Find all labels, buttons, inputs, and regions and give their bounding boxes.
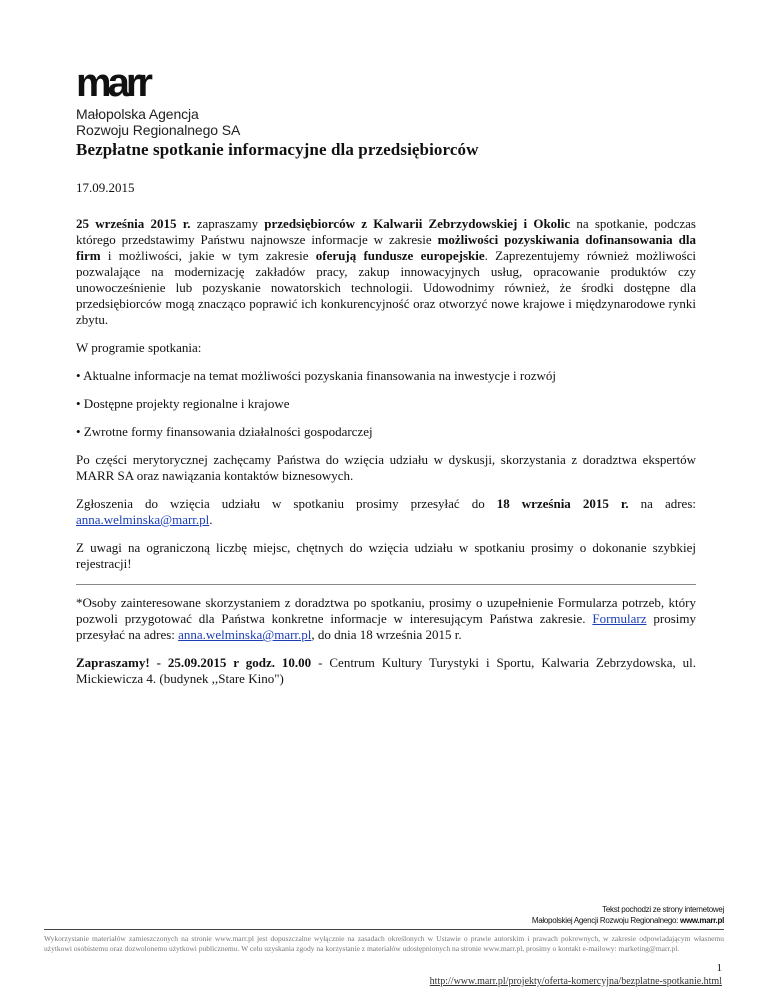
text-span: , do dnia 18 września 2015 r. <box>311 627 462 642</box>
marr-logo-mark <box>76 66 236 106</box>
footer-divider <box>44 929 724 930</box>
program-item: • Aktualne informacje na temat możliwości pozyskania finansowania na inwestycje i rozwój <box>76 368 556 383</box>
funding-bold: możliwości pozyskiwania dofinansowania dla firm <box>76 232 696 263</box>
source-line: Tekst pochodzi ze strony internetowej <box>602 905 724 914</box>
page-number: 1 <box>716 962 722 974</box>
logo-subtitle-line2: Rozwoju Regionalnego SA <box>76 122 241 138</box>
text-span: . <box>209 512 213 527</box>
article <box>76 140 696 687</box>
eu-funds-bold: oferują fundusze europejskie <box>315 248 485 263</box>
source-text: Małopolskiej Agencji Rozwoju Regionalnego: <box>531 916 681 925</box>
text-span: i możliwości, jakie w tym zakresie <box>100 248 316 263</box>
text-span: prosimy przesyłać na adres: <box>76 611 696 642</box>
meeting-date: 25 września 2015 r. <box>76 216 191 231</box>
source-line <box>532 915 724 926</box>
text-span: . Zaprezentujemy również możliwości pozwalające na modernizację zakładów pracy, zakup innowacyjnych usług, opracowanie produktów czy unowocześnienie lub pozyskanie nowatorskich technologii. Udowodnimy również, że środki dostępne dla przedsiębiorców mogą znacząco poprawić ich konkurencyjność oraz otworzyć nowe krajowe i międzynarodowe rynki zbytu. <box>76 248 696 327</box>
divider <box>76 584 696 585</box>
registration-paragraph <box>76 496 696 528</box>
copyright-notice: Wykorzystanie materiałów zamieszczonych na stronie www.marr.pl jest dopuszczalne wyłącznie na zasadach określonych w Ustawie o prawie autorskim i prawach pokrewnych, w zakresie odpowiadającym własnemu użytkowi osobistemu oraz dozwolonemu użytkowi publicznemu. W celu uzyskania zgody na korzystanie z materiałów udostępnionych na stronie www.marr.pl, prosimy o kontakt e-mailowy: marketing@marr.pl. <box>44 934 724 953</box>
email-link[interactable]: anna.welminska@marr.pl <box>178 627 312 642</box>
text-span: zapraszamy <box>190 216 265 231</box>
venue-text: - Centrum Kultury Turystyki i Sportu, Kalwaria Zebrzydowska, ul. Mickiewicza 4. (budynek ,,Stare Kino") <box>76 655 697 686</box>
article-date: 17.09.2015 <box>76 180 135 195</box>
invitation-bold: Zapraszamy! - 25.09.2015 r godz. 10.00 <box>76 655 312 670</box>
text-span: na spotkanie, podczas którego przedstawimy Państwu najnowsze informacje w zakresie <box>76 216 696 247</box>
intro-paragraph <box>76 216 696 328</box>
audience-bold: przedsiębiorców z Kalwarii Zebrzydowskiej i Okolic <box>264 216 571 231</box>
marr-logo <box>76 66 246 138</box>
source-attribution <box>532 904 724 926</box>
source-url-link[interactable]: http://www.marr.pl/projekty/oferta-komercyjna/bezplatne-spotkanie.html <box>429 976 722 987</box>
consulting-note <box>76 595 696 643</box>
email-link[interactable]: anna.welminska@marr.pl <box>76 512 210 527</box>
program-intro: W programie spotkania: <box>76 340 202 355</box>
invitation-paragraph <box>76 655 696 687</box>
form-link[interactable]: Formularz <box>592 611 647 626</box>
discussion-paragraph: Po części merytorycznej zachęcamy Państwa do wzięcia udziału w dyskusji, skorzystania z doradztwa ekspertów MARR SA oraz nawiązania kontaktów biznesowych. <box>76 452 696 483</box>
text-span: Zgłoszenia do wzięcia udziału w spotkaniu prosimy przesyłać do <box>76 496 497 511</box>
source-site: www.marr.pl <box>680 916 724 925</box>
limit-paragraph: Z uwagi na ograniczoną liczbę miejsc, chętnych do wzięcia udziału w spotkaniu prosimy o dokonanie szybkiej rejestracji! <box>76 540 696 571</box>
logo-subtitle-line1: Małopolska Agencja <box>76 106 199 122</box>
program-item: • Zwrotne formy finansowania działalności gospodarczej <box>76 424 373 439</box>
text-span: *Osoby zainteresowane skorzystaniem z doradztwa po spotkaniu, prosimy o uzupełnienie Formularza potrzeb, który pozwoli przygotować dla Państwa konkretne informacje w interesującym Państwa zakresie. <box>76 595 696 626</box>
deadline-bold: 18 września 2015 r. <box>496 496 629 511</box>
article-title: Bezpłatne spotkanie informacyjne dla przedsiębiorców <box>76 140 479 159</box>
text-span: na adres: <box>628 496 696 511</box>
svg-text:marr: marr <box>76 66 149 105</box>
program-item: • Dostępne projekty regionalne i krajowe <box>76 396 290 411</box>
